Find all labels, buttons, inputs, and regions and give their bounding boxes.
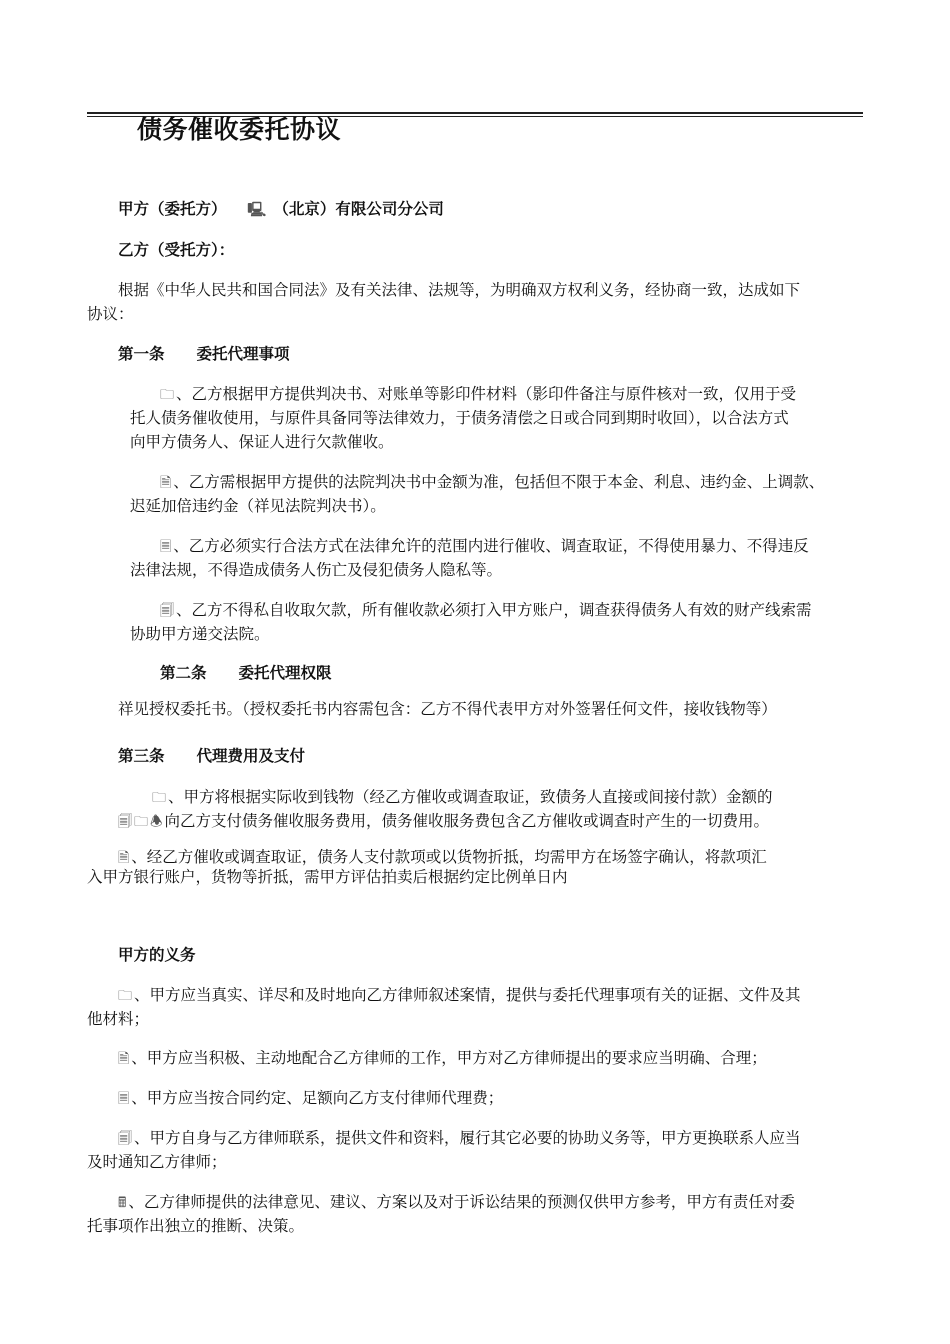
article-3-item-1-line-2-row [118,811,769,832]
duty-item-1 [118,985,801,1006]
article-3-item-2-line-2: 入甲方银行账户，货物等折抵，需甲方评估拍卖后根据约定比例单日内 [87,868,568,886]
article-2-heading [160,663,332,683]
article-2-body: 祥见授权委托书。（授权委托书内容需包含：乙方不得代表甲方对外签署任何文件，接收钱物等） [118,700,777,718]
article-1-item-2-line-2: 迟延加倍违约金（祥见法院判决书）。 [130,497,386,515]
party-a-line [118,199,444,220]
duty-item-1-line-2: 他材料； [87,1010,150,1028]
monitor-icon: 🖳 [247,202,267,218]
calculator-icon: 🖩 [118,1195,127,1211]
document-icon: 🗎 [118,850,130,866]
article-1-item-2-line-1: 、乙方需根据甲方提供的法院判决书中金额为准，包括但不限于本金、利息、违约金、上调款、 [173,473,825,491]
bell-icon: 🕭 [150,814,163,830]
document-icon: 🗏 [160,539,172,555]
article-3-item-2 [118,847,767,868]
documents-icon: 🗐 [118,814,132,830]
duty-item-4 [118,1128,801,1149]
party-a-label: 甲方（委托方） [118,200,227,218]
party-b-label: 乙方（受托方）： [118,241,235,259]
article-2-title: 委托代理权限 [238,664,332,682]
article-3-item-1-line-2: 向乙方支付债务催收服务费用，债务催收服务费包含乙方催收或调查时产生的一切费用。 [164,812,770,830]
article-1-item-3 [160,536,809,557]
duty-item-1-line-1: 、甲方应当真实、详尽和及时地向乙方律师叙述案情，提供与委托代理事项有关的证据、文件及其 [134,986,801,1004]
article-1-number: 第一条 [118,345,165,363]
article-3-title: 代理费用及支付 [196,747,306,765]
article-1-item-3-line-2: 法律法规，不得造成债务人伤亡及侵犯债务人隐私等。 [130,561,503,579]
documents-icon: 🗐 [160,603,174,619]
duties-heading: 甲方的义务 [118,946,196,964]
folder-icon: 🗀 [118,988,132,1004]
duty-item-3 [118,1088,503,1109]
duty-item-4-line-2: 及时通知乙方律师； [87,1153,227,1171]
duty-item-5 [118,1192,795,1213]
preamble-line-2: 协议： [87,305,134,323]
article-3-number: 第三条 [118,747,165,765]
article-1-item-3-line-1: 、乙方必须实行合法方式在法律允许的范围内进行催收、调查取证，不得使用暴力、不得违反 [173,537,809,555]
preamble-line-1: 根据《中华人民共和国合同法》及有关法律、法规等，为明确双方权利义务，经协商一致，达成如下 [118,281,801,299]
article-1-item-1-line-2: 托人债务催收使用，与原件具备同等法律效力，于债务清偿之日或合同到期时收回），以合法方式 [130,409,789,427]
article-1-item-1 [160,384,796,405]
article-2-number: 第二条 [160,664,207,682]
documents-icon: 🗐 [118,1131,132,1147]
article-3-item-1-line-1: 、甲方将根据实际收到钱物（经乙方催收或调查取证，致债务人直接或间接付款）金额的 [168,788,773,806]
article-3-item-2-line-1: 、经乙方催收或调查取证，债务人支付款项或以货物折抵，均需甲方在场签字确认，将款项汇 [131,848,767,866]
duty-item-3-line-1: 、甲方应当按合同约定、足额向乙方支付律师代理费； [131,1089,504,1107]
folder-icon: 🗀 [152,790,166,806]
article-1-title: 委托代理事项 [196,345,290,363]
folder-icon: 🗀 [134,814,148,830]
duty-item-2-line-1: 、甲方应当积极、主动地配合乙方律师的工作，甲方对乙方律师提出的要求应当明确、合理； [131,1049,767,1067]
article-3-item-1 [152,787,773,808]
duty-item-2 [118,1048,767,1069]
document-icon: 🗏 [118,1091,130,1107]
duty-item-5-line-1: 、乙方律师提供的法律意见、建议、方案以及对于诉讼结果的预测仅供甲方参考，甲方有责任对委 [128,1193,795,1211]
document-title: 债务催收委托协议 [137,115,342,144]
party-a-name: （北京）有限公司分公司 [273,200,444,218]
article-1-item-4 [160,600,812,621]
duty-item-4-line-1: 、甲方自身与乙方律师联系，提供文件和资料，履行其它必要的协助义务等，甲方更换联系人应当 [134,1129,801,1147]
duty-item-5-line-2: 托事项作出独立的推断、决策。 [87,1217,305,1235]
article-1-item-4-line-1: 、乙方不得私自收取欠款，所有催收款必须打入甲方账户，调查获得债务人有效的财产线索需 [176,601,812,619]
folder-icon: 🗀 [160,387,174,403]
document-icon: 🗎 [118,1051,130,1067]
article-1-item-4-line-2: 协助甲方递交法院。 [130,625,270,643]
article-1-item-1-line-1: 、乙方根据甲方提供判决书、对账单等影印件材料（影印件备注与原件核对一致，仅用于受 [176,385,797,403]
article-3-heading [118,746,305,766]
article-1-heading [118,344,290,364]
article-1-item-1-line-3: 向甲方债务人、保证人进行欠款催收。 [130,433,394,451]
article-1-item-2 [160,472,824,493]
document-icon: 🗎 [160,475,172,491]
